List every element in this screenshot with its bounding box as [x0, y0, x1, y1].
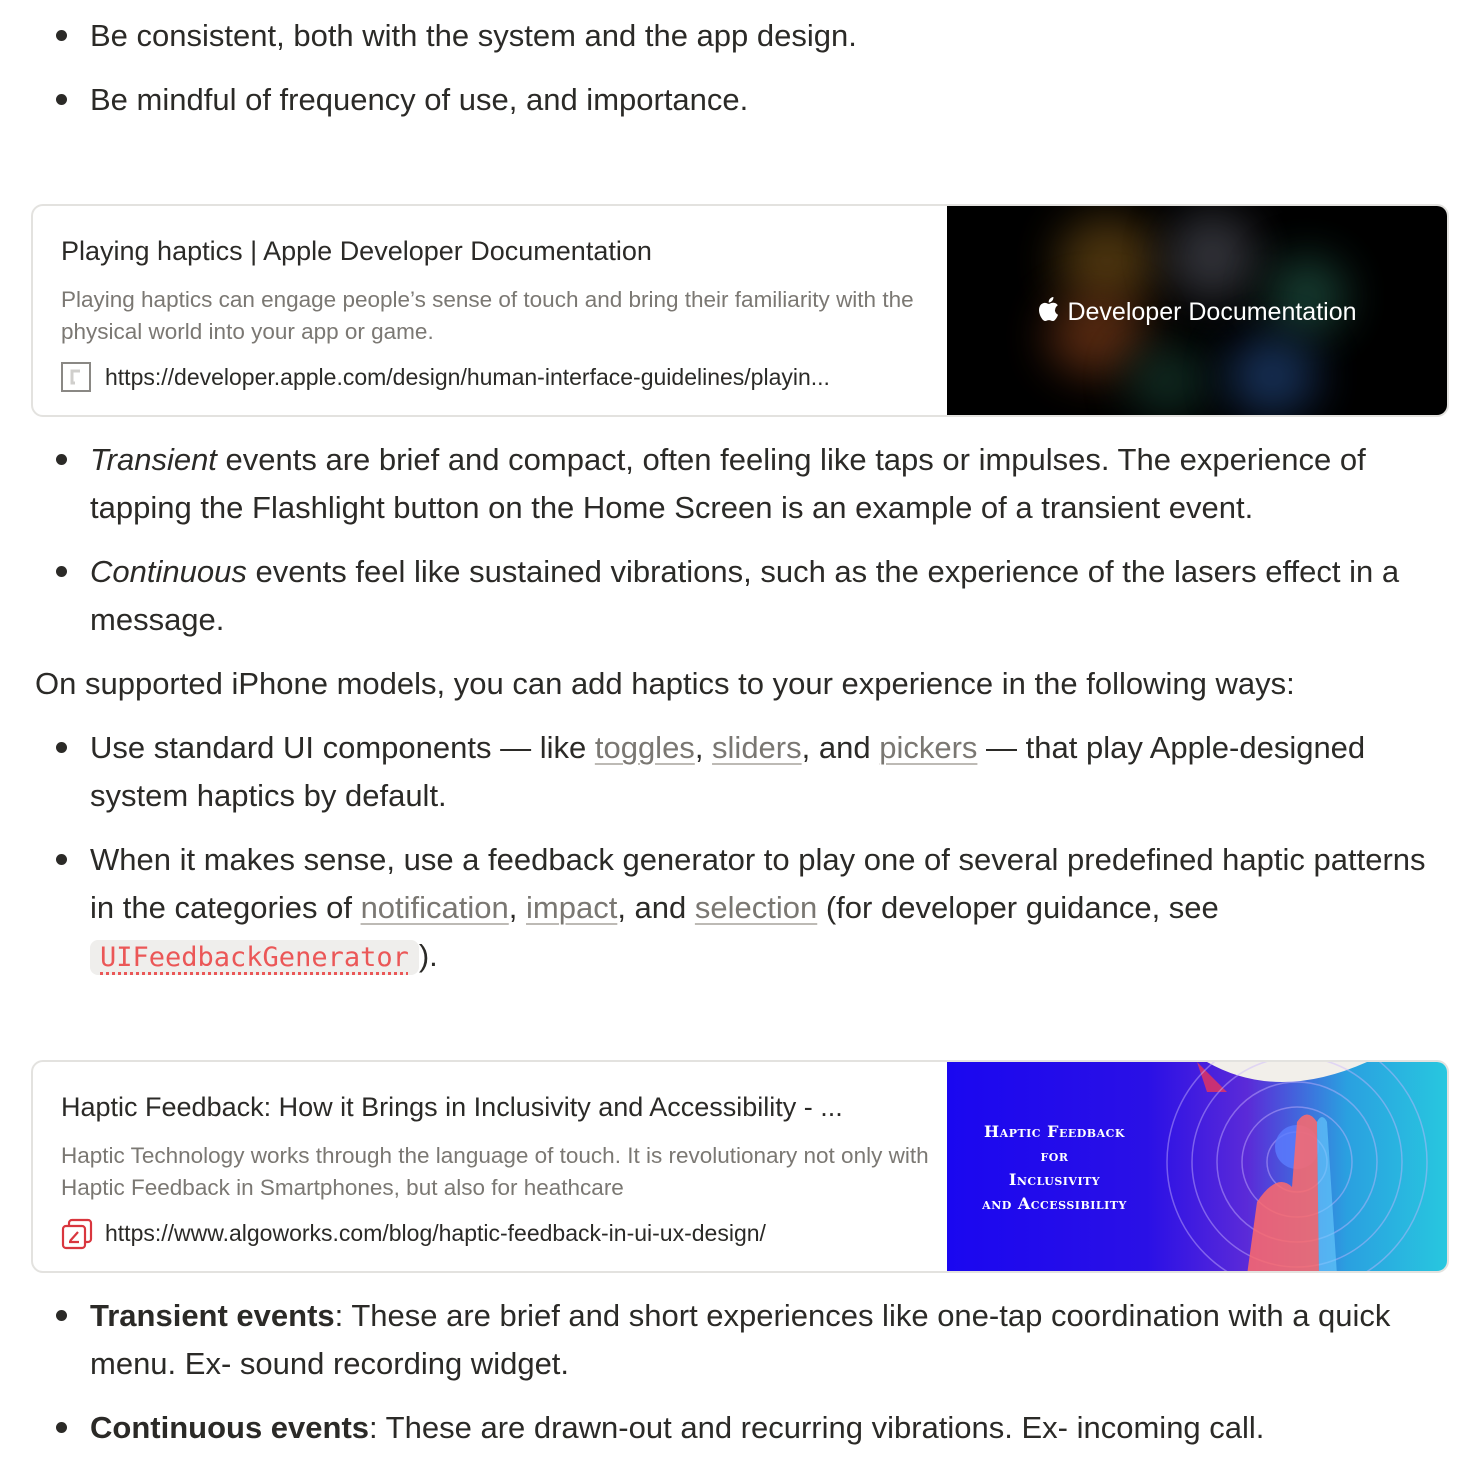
emphasis-term: Transient — [90, 442, 217, 477]
list-item — [56, 836, 1426, 982]
bookmark-thumbnail — [947, 206, 1447, 417]
bookmark-title: Playing haptics | Apple Developer Documentation — [61, 236, 652, 266]
bullet-dot — [56, 454, 67, 465]
link-sliders[interactable]: sliders — [712, 730, 802, 765]
list-item — [56, 1404, 1426, 1452]
bookmark-thumbnail — [947, 1062, 1447, 1273]
text: — that play Apple-designed system haptics by default. — [90, 730, 1366, 813]
bookmark-card-apple[interactable] — [31, 204, 1449, 417]
list-item-text: : These are drawn-out and recurring vibrations. Ex- incoming call. — [369, 1410, 1265, 1445]
bookmark-url: https://www.algoworks.com/blog/haptic-feedback-in-ui-ux-design/ — [105, 1219, 766, 1246]
link-impact[interactable]: impact — [526, 890, 618, 925]
bullet-dot — [56, 1422, 67, 1433]
text: , — [694, 730, 713, 765]
bookmark-url: https://developer.apple.com/design/human-interface-guidelines/playin... — [105, 363, 830, 390]
page-icon — [61, 362, 91, 392]
bookmark-description: Haptic Technology works through the language of touch. It is revolutionary not only with Haptic Feedback in Smartphones, but also for heathcare — [61, 1143, 929, 1200]
text: (for developer guidance, see — [817, 890, 1219, 925]
text: When it makes sense, use a feedback generator to play one of several predefined haptic patterns in the categories of — [90, 842, 1426, 925]
list-item — [56, 76, 1426, 124]
list-item-text: : These are brief and short experiences like one-tap coordination with a quick menu. Ex- sound recording widget. — [90, 1298, 1391, 1381]
link-selection[interactable]: selection — [694, 890, 818, 925]
bullet-dot — [56, 1310, 67, 1321]
text: , — [508, 890, 527, 925]
bullet-dot — [56, 566, 67, 577]
text: , and — [801, 730, 880, 765]
link-pickers[interactable]: pickers — [879, 730, 978, 765]
paragraph: On supported iPhone models, you can add haptics to your experience in the following ways: — [35, 666, 1295, 701]
apple-logo-icon — [1037, 296, 1059, 329]
bullet-dot — [56, 742, 67, 753]
text: Use standard UI components — like — [90, 730, 595, 765]
headline-line: Haptic Feedback — [984, 1122, 1125, 1141]
list-item — [56, 548, 1426, 644]
list-item-text: events feel like sustained vibrations, such as the experience of the lasers effect in a message. — [90, 554, 1400, 637]
headline-line: for — [1040, 1146, 1069, 1165]
thumbnail-headline — [947, 1120, 1162, 1216]
link-notification[interactable]: notification — [360, 890, 509, 925]
bullet-dot — [56, 94, 67, 105]
emphasis-term: Continuous — [90, 554, 247, 589]
inline-code-uifeedbackgenerator[interactable]: UIFeedbackGenerator — [90, 940, 419, 975]
bookmark-url-row[interactable] — [61, 1218, 766, 1248]
list-item-text: Be consistent, both with the system and the app design. — [90, 18, 857, 53]
bold-term: Continuous events — [90, 1410, 370, 1445]
bookmark-description: Playing haptics can engage people’s sense of touch and bring their familiarity with the physical world into your app or game. — [61, 287, 914, 344]
algoworks-logo-icon — [61, 1218, 91, 1248]
bold-term: Transient events — [90, 1298, 335, 1333]
bookmark-title: Haptic Feedback: How it Brings in Inclusivity and Accessibility - ... — [61, 1092, 843, 1122]
headline-line: and Accessibility — [982, 1194, 1127, 1213]
thumbnail-text: Developer Documentation — [1067, 298, 1357, 326]
bookmark-card-algoworks[interactable] — [31, 1060, 1449, 1273]
text: , and — [617, 890, 695, 925]
list-item — [56, 724, 1426, 820]
headline-line: Inclusivity — [1008, 1170, 1101, 1189]
bookmark-url-row[interactable] — [61, 362, 830, 392]
list-item-text: events are brief and compact, often feeling like taps or impulses. The experience of tapping the Flashlight button on the Home Screen is an example of a transient event. — [90, 442, 1366, 525]
list-item — [56, 1292, 1426, 1388]
list-item — [56, 436, 1426, 532]
text: ). — [418, 938, 438, 973]
link-toggles[interactable]: toggles — [594, 730, 695, 765]
bullet-dot — [56, 854, 67, 865]
thumbnail-caption — [947, 296, 1447, 329]
bullet-dot — [56, 30, 67, 41]
list-item — [56, 12, 1426, 60]
list-item-text: Be mindful of frequency of use, and importance. — [90, 82, 749, 117]
